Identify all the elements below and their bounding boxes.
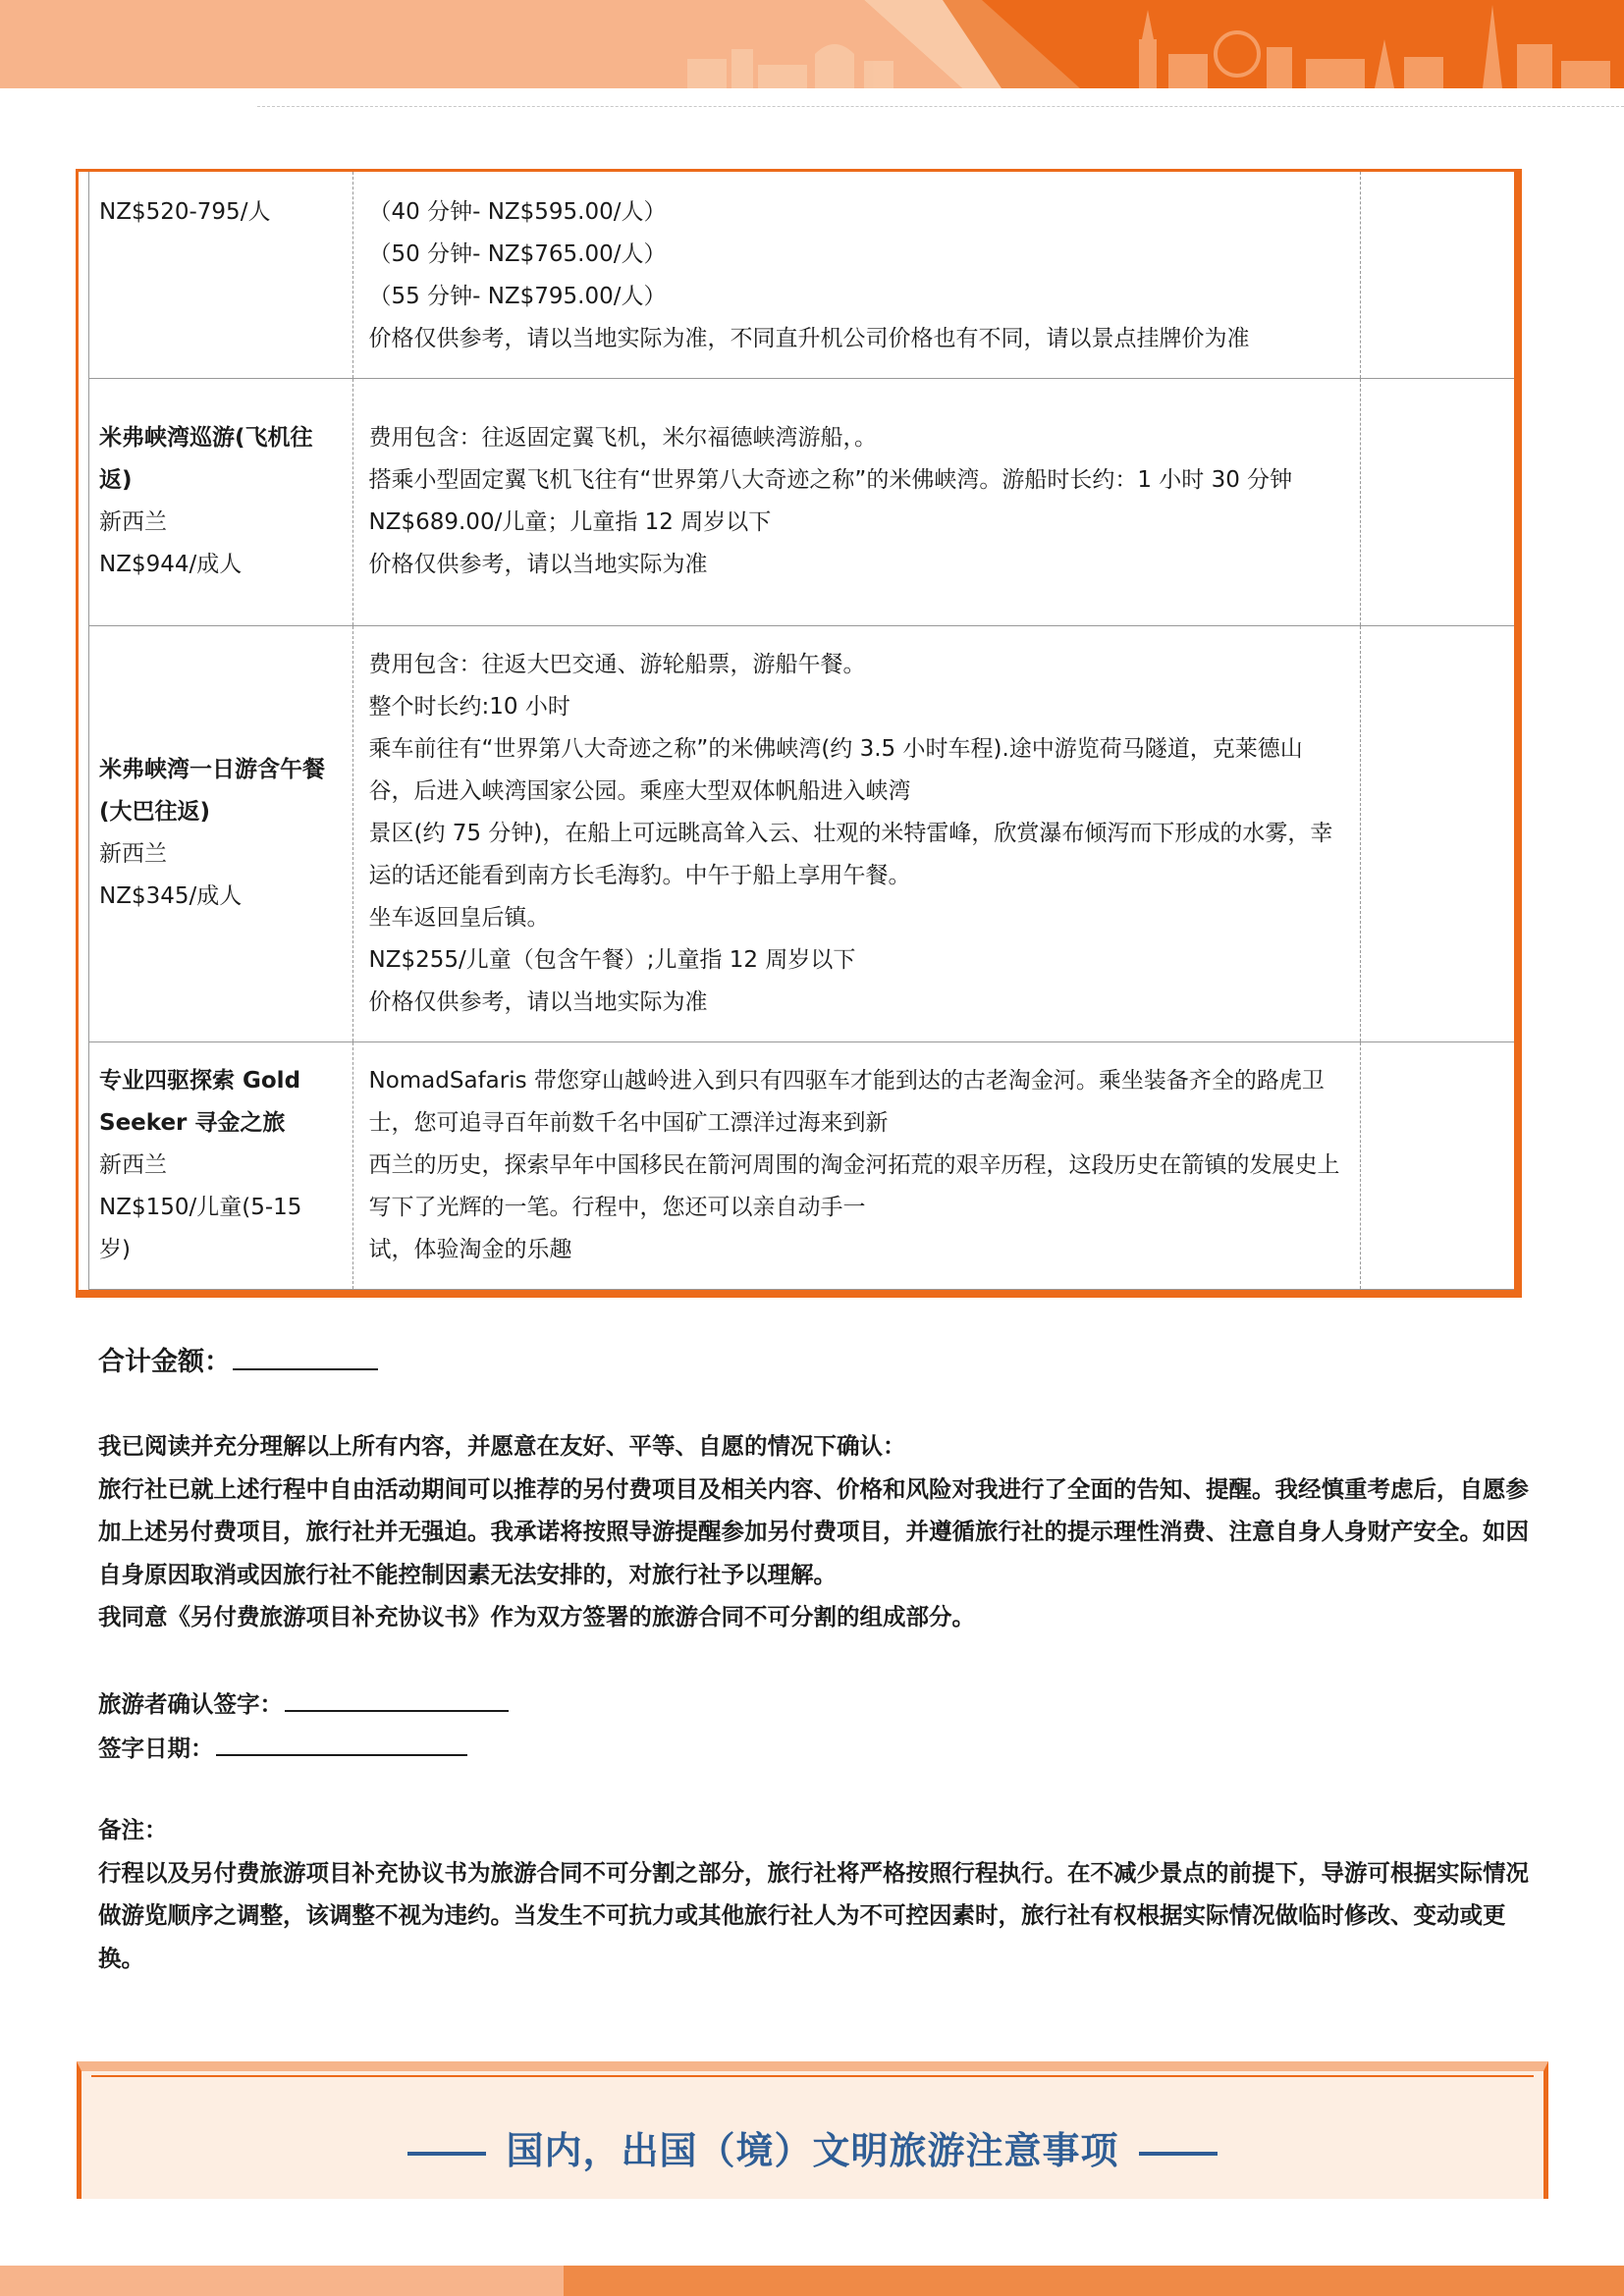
item-price: NZ$345/成人: [99, 883, 243, 909]
notes-cell: [1360, 1041, 1514, 1289]
item-cell: [89, 172, 352, 378]
remarks-label: 备注：: [98, 1816, 168, 1843]
detail-line: 坐车返回皇后镇。: [368, 904, 550, 931]
table-row: [89, 172, 1514, 378]
confirm-body: 旅行社已就上述行程中自由活动期间可以推荐的另付费项目及相关内容、价格和风险对我进行了全面的告知、提醒。我经慎重考虑后，自愿参加上述另付费项目，旅行社并无强迫。我承诺将按照导游提醒参加另付费项目，并遵循旅行社的提示理性消费、注意自身人身财产安全。如因自身原因取消或因旅行社不能控制因素无法安排的，对旅行社予以理解。: [98, 1474, 1529, 1588]
signature-line: [98, 1682, 1532, 1727]
item-cell: [89, 625, 352, 1041]
detail-line: 价格仅供参考，请以当地实际为准: [368, 988, 708, 1015]
detail-line: （50 分钟- NZ$765.00/人）: [368, 241, 667, 267]
table-row: [89, 378, 1514, 625]
activities-table: [76, 169, 1522, 1298]
details-cell: [352, 625, 1360, 1041]
item-region: 新西兰: [99, 1151, 167, 1178]
total-label: 合计金额：: [98, 1347, 231, 1377]
detail-line: 乘车前往有“世界第八大奇迹之称”的米佛峡湾(约 3.5 小时车程).途中游览荷马隧道，克莱德山谷，后进入峡湾国家公园。乘座大型双体帆船进入峡湾: [368, 735, 1303, 804]
detail-line: （55 分钟- NZ$795.00/人）: [368, 284, 667, 309]
date-blank[interactable]: [216, 1727, 467, 1756]
table-row: [89, 625, 1514, 1041]
detail-line: 西兰的历史，探索早年中国移民在箭河周围的淘金河拓荒的艰辛历程，这段历史在箭镇的发展史上写下了光辉的一笔。行程中，您还可以亲自动手一: [368, 1151, 1340, 1220]
remarks-section: [98, 1809, 1532, 1980]
header-rule: [257, 106, 1624, 107]
item-price: NZ$944/成人: [99, 552, 243, 577]
item-region: 新西兰: [99, 509, 167, 535]
signature-section: [98, 1682, 1532, 1770]
footer-bar: [0, 2266, 1624, 2296]
notice-heading: [81, 2120, 1543, 2174]
detail-line: （40 分钟- NZ$595.00/人）: [368, 199, 667, 225]
notes-cell: [1360, 625, 1514, 1041]
footer-bar-accent: [564, 2266, 1624, 2296]
item-name: 专业四驱探索 Gold Seeker 寻金之旅: [99, 1067, 301, 1136]
notice-box: [77, 2061, 1548, 2199]
detail-line: 搭乘小型固定翼飞机飞往有“世界第八大奇迹之称”的米佛峡湾。游船时长约：1 小时 30 分钟: [368, 467, 1293, 493]
table-row: [89, 1041, 1514, 1289]
date-label: 签字日期：: [98, 1734, 214, 1762]
signature-blank[interactable]: [285, 1682, 509, 1712]
detail-line: 价格仅供参考，请以当地实际为准: [368, 552, 708, 577]
detail-line: NomadSafaris 带您穿山越岭进入到只有四驱车才能到达的古老淘金河。乘坐装备齐全的路虎卫士，您可追寻百年前数千名中国矿工漂洋过海来到新: [368, 1067, 1325, 1136]
detail-line: 费用包含：往返固定翼飞机，米尔福德峡湾游船，。: [368, 425, 877, 451]
details-cell: [352, 172, 1360, 378]
confirmation-section: [98, 1425, 1532, 1639]
detail-line: 费用包含：往返大巴交通、游轮船票，游船午餐。: [368, 651, 866, 677]
item-region: 新西兰: [99, 841, 167, 867]
notes-cell: [1360, 172, 1514, 378]
detail-line: NZ$689.00/儿童；儿童指 12 周岁以下: [368, 509, 772, 535]
header-banner: [0, 0, 1624, 88]
title-dash-left: [407, 2152, 486, 2156]
item-name: 米弗峡湾巡游(飞机往返): [99, 425, 313, 493]
notice-title: 国内，出国（境）文明旅游注意事项: [506, 2129, 1119, 2172]
item-price: NZ$520-795/人: [99, 199, 271, 225]
item-price: NZ$150/儿童(5-15 岁): [99, 1194, 302, 1262]
detail-line: 价格仅供参考，请以当地实际为准，不同直升机公司价格也有不同，请以景点挂牌价为准: [368, 326, 1250, 351]
detail-line: NZ$255/儿童（包含午餐）;儿童指 12 周岁以下: [368, 946, 856, 973]
header-banner-graphic: [0, 0, 1624, 88]
detail-line: 整个时长约:10 小时: [368, 693, 570, 720]
total-amount: [98, 1341, 1532, 1384]
item-name: 米弗峡湾一日游含午餐(大巴往返): [99, 757, 325, 825]
signature-label: 旅游者确认签字：: [98, 1690, 283, 1718]
date-line: [98, 1727, 1532, 1771]
notice-top-line: [91, 2075, 1534, 2077]
item-cell: [89, 1041, 352, 1289]
total-amount-blank[interactable]: [233, 1341, 378, 1370]
remarks-body: 行程以及另付费旅游项目补充协议书为旅游合同不可分割之部分，旅行社将严格按照行程执行。在不减少景点的前提下，导游可根据实际情况做游览顺序之调整，该调整不视为违约。当发生不可抗力或其他旅行社人为不可控因素时，旅行社有权根据实际情况做临时修改、变动或更换。: [98, 1858, 1529, 1972]
detail-line: 景区(约 75 分钟)，在船上可远眺高耸入云、壮观的米特雷峰，欣赏瀑布倾泻而下形成的水雾，幸运的话还能看到南方长毛海豹。中午于船上享用午餐。: [368, 820, 1333, 888]
confirm-agree: 我同意《另付费旅游项目补充协议书》作为双方签署的旅游合同不可分割的组成部分。: [98, 1603, 975, 1630]
details-cell: [352, 378, 1360, 625]
title-dash-right: [1139, 2152, 1218, 2156]
details-cell: [352, 1041, 1360, 1289]
confirm-intro: 我已阅读并充分理解以上所有内容，并愿意在友好、平等、自愿的情况下确认：: [98, 1432, 906, 1460]
detail-line: 试，体验淘金的乐趣: [368, 1236, 572, 1262]
notes-cell: [1360, 378, 1514, 625]
item-cell: [89, 378, 352, 625]
